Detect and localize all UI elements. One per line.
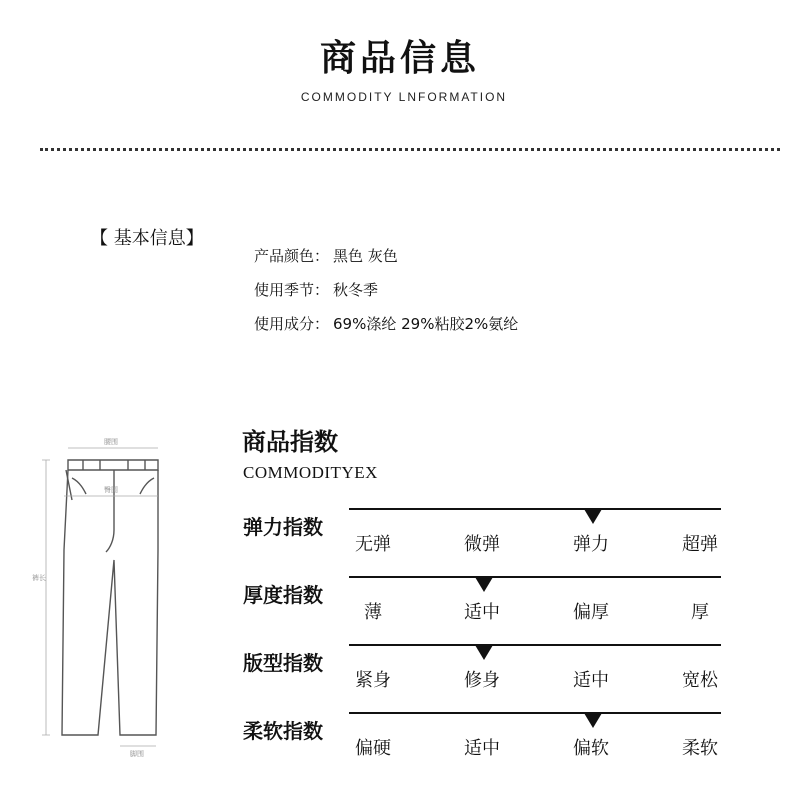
index-option: 微弹 <box>464 534 500 555</box>
index-option: 柔软 <box>682 738 718 759</box>
index-marker-icon <box>475 577 493 592</box>
index-label: 版型指数 <box>243 651 323 675</box>
index-label: 弹力指数 <box>243 515 323 539</box>
basic-info-value: 黑色 灰色 <box>333 247 398 265</box>
index-marker-icon <box>584 509 602 524</box>
index-scale-line <box>349 644 721 646</box>
index-label: 柔软指数 <box>243 719 323 743</box>
index-row <box>0 712 800 772</box>
dotted-divider <box>40 148 780 151</box>
index-option: 偏硬 <box>355 738 391 759</box>
basic-info-label: 产品颜色： <box>254 247 330 265</box>
size-label-waist: 腰围 <box>104 438 118 446</box>
index-label: 厚度指数 <box>243 583 323 607</box>
index-scale-line <box>349 508 721 510</box>
size-label-hem: 脚围 <box>130 750 144 758</box>
index-row <box>0 576 800 636</box>
page-subtitle: COMMODITY LNFORMATION <box>300 90 508 104</box>
index-subtitle: COMMODITYEX <box>243 463 378 482</box>
basic-info-row-material <box>254 313 518 334</box>
index-option: 超弹 <box>682 534 718 555</box>
index-scale-line <box>349 712 721 714</box>
index-option: 偏厚 <box>573 602 609 623</box>
size-label-length: 裤长 <box>32 574 46 582</box>
index-option: 薄 <box>364 602 382 623</box>
index-option: 弹力 <box>573 534 609 555</box>
index-scale-line <box>349 576 721 578</box>
basic-info-value: 秋冬季 <box>333 281 379 299</box>
index-option: 偏软 <box>573 738 609 759</box>
page-title: 商品信息 <box>319 38 480 79</box>
index-row <box>0 644 800 704</box>
index-title: 商品指数 <box>242 428 338 456</box>
index-marker-icon <box>584 713 602 728</box>
index-option: 厚 <box>691 602 709 623</box>
index-option: 适中 <box>464 738 500 759</box>
basic-info-label: 使用季节： <box>254 281 330 299</box>
basic-info-heading: 【 基本信息】 <box>90 228 204 249</box>
index-option: 适中 <box>573 670 609 691</box>
index-marker-icon <box>475 645 493 660</box>
basic-info-row-color <box>254 245 398 266</box>
index-option: 修身 <box>464 670 500 691</box>
index-row <box>0 508 800 568</box>
index-option: 无弹 <box>355 534 391 555</box>
index-option: 适中 <box>464 602 500 623</box>
basic-info-label: 使用成分： <box>254 315 330 333</box>
basic-info-row-season <box>254 279 378 300</box>
size-label-hip: 臀围 <box>104 486 118 494</box>
basic-info-value: 69%涤纶 29%粘胶2%氨纶 <box>333 315 519 333</box>
index-option: 紧身 <box>355 670 391 691</box>
index-option: 宽松 <box>682 670 718 691</box>
